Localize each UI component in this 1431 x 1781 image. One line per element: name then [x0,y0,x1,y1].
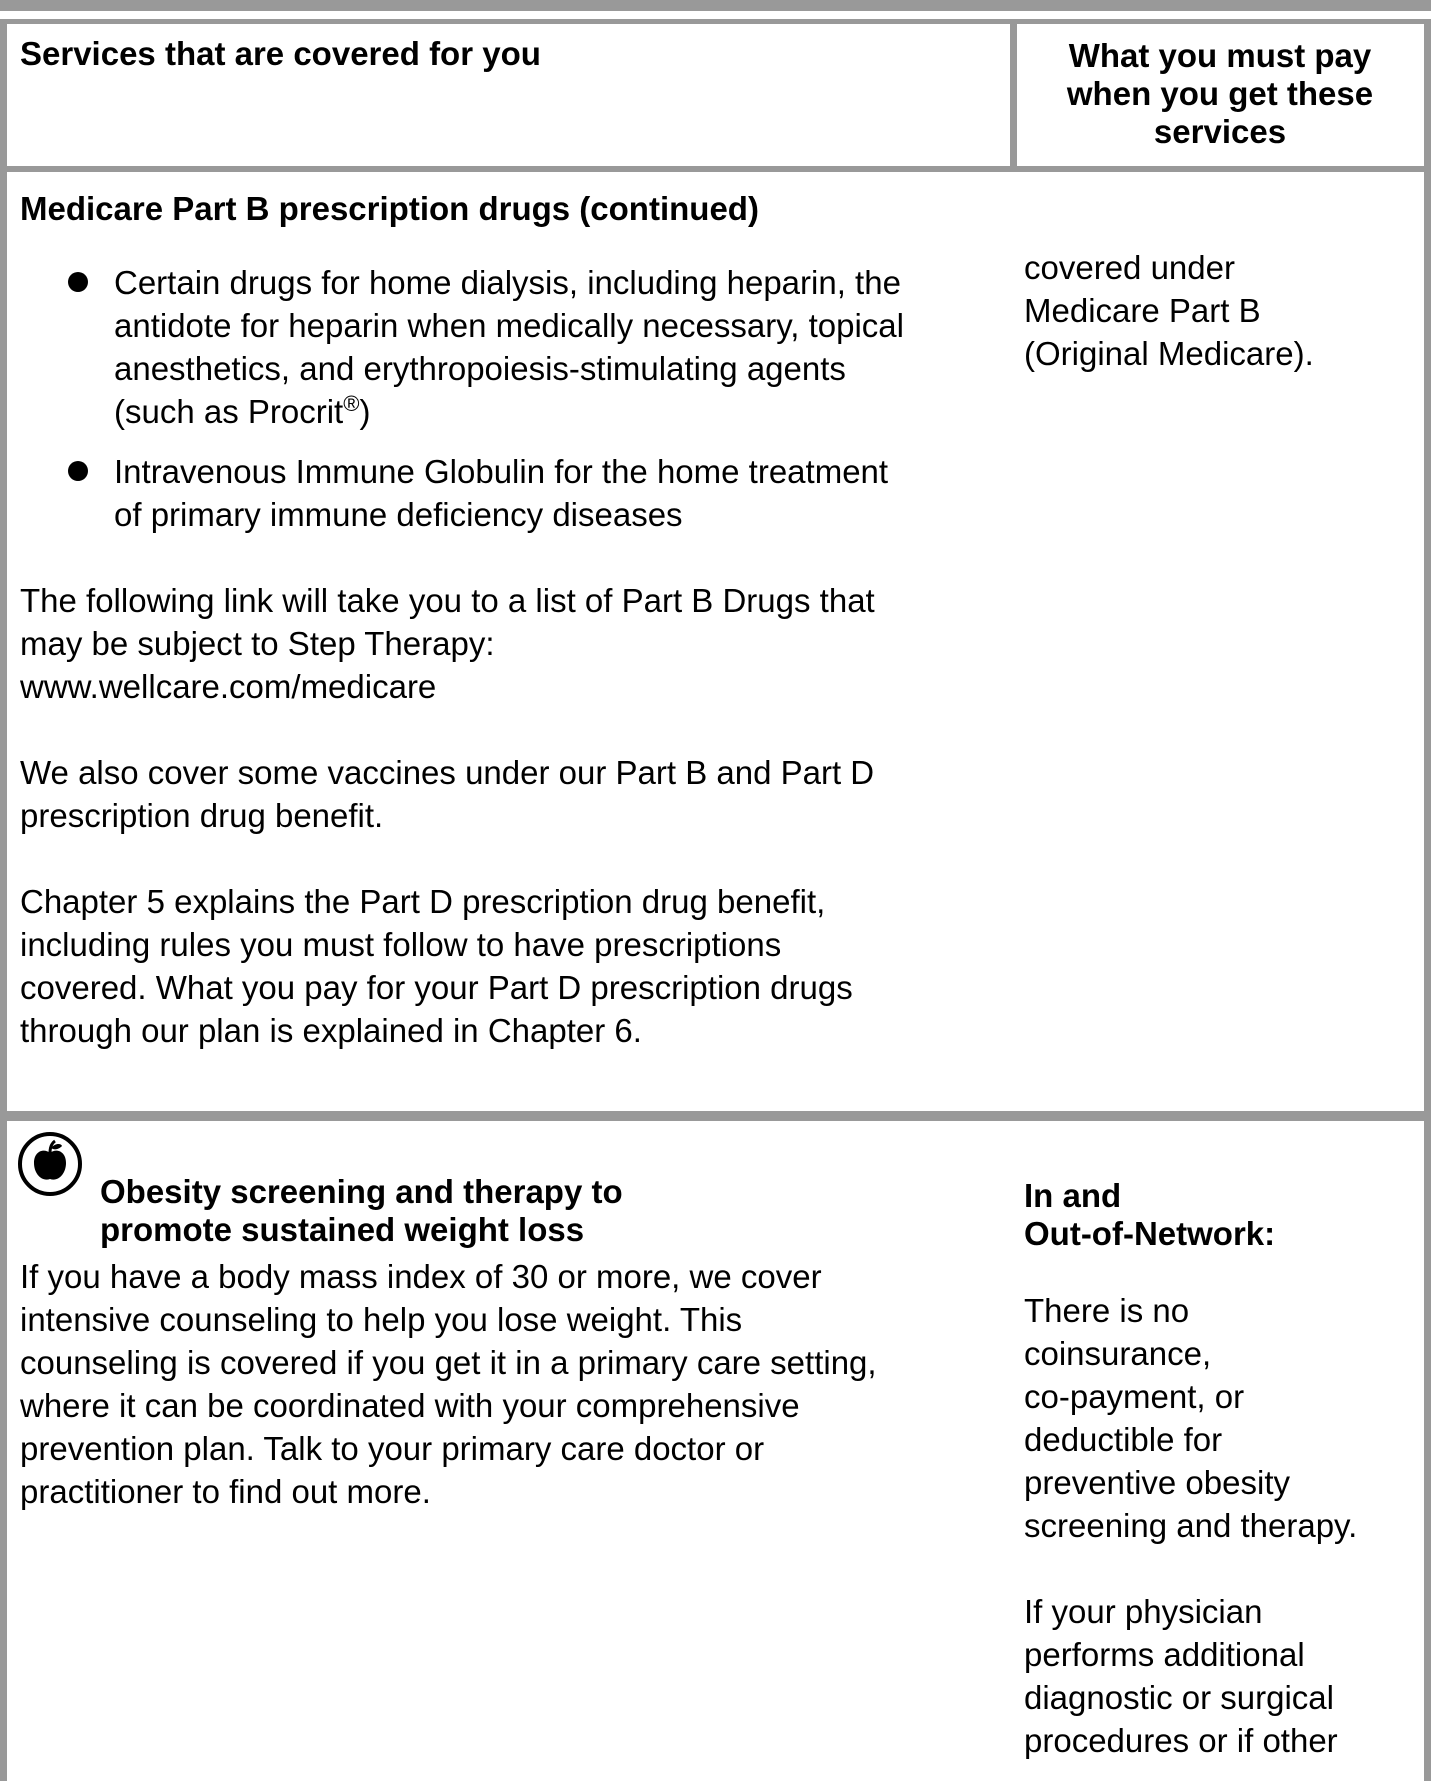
paragraph-line: may be subject to Step Therapy: [20,625,495,662]
payment-additional-procedures-paragraph [1024,1590,1428,1762]
paragraph-line: counseling is covered if you get it in a primary care setting, [20,1344,877,1381]
payment-line: coinsurance, [1024,1335,1212,1372]
header-services-covered [20,35,1000,73]
payment-line: diagnostic or surgical [1024,1679,1334,1716]
paragraph-line: prevention plan. Talk to your primary care doctor or [20,1430,765,1467]
bullet-text-fragment: (such as Procrit [114,393,344,430]
bullet-icon [68,272,88,292]
payment-line: covered under [1024,249,1235,286]
list-item [20,450,1010,536]
header-top-border [0,19,1431,24]
bullet-text-line: antidote for heparin when medically necessary, topical [114,307,904,344]
header-right-line: when you get these [1066,75,1374,112]
paragraph-line: through our plan is explained in Chapter 6. [20,1012,642,1049]
obesity-title-line: promote sustained weight loss [100,1211,585,1248]
registered-mark: ® [343,391,360,416]
paragraph-line: covered. What you pay for your Part D prescription drugs [20,969,853,1006]
payment-line: deductible for [1024,1421,1223,1458]
paragraph-line: The following link will take you to a list of Part B Drugs that [20,582,875,619]
header-column-divider [1010,19,1017,171]
part-b-section-title [20,190,1010,228]
paragraph-line: practitioner to find out more. [20,1473,431,1510]
top-rule [0,0,1431,11]
bullet-text-line: Intravenous Immune Globulin for the home treatment [114,453,889,490]
paragraph-line: prescription drug benefit. [20,797,384,834]
obesity-description [20,1255,1010,1513]
section-divider [0,1111,1431,1121]
obesity-title-line: Obesity screening and therapy to [100,1173,623,1210]
header-bottom-border [0,166,1431,172]
part-b-payment [1024,246,1424,375]
part-b-title-text: Medicare Part B prescription drugs (continued) [20,190,759,227]
header-left-label: Services that are covered for you [20,35,541,72]
payment-line: preventive obesity [1024,1464,1290,1501]
bullet-text-fragment: ) [359,393,371,430]
header-what-you-pay [1020,37,1420,151]
table-left-border [0,19,7,1781]
payment-line: There is no [1024,1292,1190,1329]
payment-line: (Original Medicare). [1024,335,1314,372]
payment-line: If your physician [1024,1593,1263,1630]
bullet-text-line [114,390,1010,433]
paragraph-line: Chapter 5 explains the Part D prescription drug benefit, [20,883,826,920]
paragraph-line: where it can be coordinated with your comprehensive [20,1387,800,1424]
payment-heading-line: In and [1024,1177,1122,1214]
bullet-text-line: of primary immune deficiency diseases [114,496,683,533]
payment-heading-line: Out-of-Network: [1024,1215,1276,1252]
paragraph-line: We also cover some vaccines under our Part B and Part D [20,754,875,791]
header-right-line: services [1153,113,1287,150]
payment-line: performs additional [1024,1636,1305,1673]
bullet-text-line: Certain drugs for home dialysis, including heparin, the [114,264,901,301]
payment-line: Medicare Part B [1024,292,1261,329]
paragraph-line: If you have a body mass index of 30 or more, we cover [20,1258,822,1295]
obesity-section-title [100,1173,1000,1249]
header-right-line: What you must pay [1068,37,1372,74]
paragraph-line: including rules you must follow to have prescriptions [20,926,782,963]
apple-icon [17,1131,83,1197]
payment-no-cost-paragraph [1024,1289,1428,1547]
payment-line: co-payment, or [1024,1378,1245,1415]
bullet-icon [68,461,88,481]
payment-line: screening and therapy. [1024,1507,1358,1544]
part-b-description [20,261,1010,1052]
obesity-payment [1024,1177,1428,1762]
wellcare-link[interactable]: www.wellcare.com/medicare [20,668,437,705]
benefits-table [0,11,1431,1781]
list-item [20,261,1010,433]
part-b-bullet-list [20,261,1010,536]
bullet-text-line: anesthetics, and erythropoiesis-stimulating agents [114,350,846,387]
chapter-paragraph [20,880,1010,1052]
payment-line: procedures or if other [1024,1722,1338,1759]
vaccine-paragraph [20,751,1010,837]
paragraph-line: intensive counseling to help you lose weight. This [20,1301,743,1338]
step-therapy-paragraph [20,579,1010,708]
payment-heading [1024,1177,1428,1253]
